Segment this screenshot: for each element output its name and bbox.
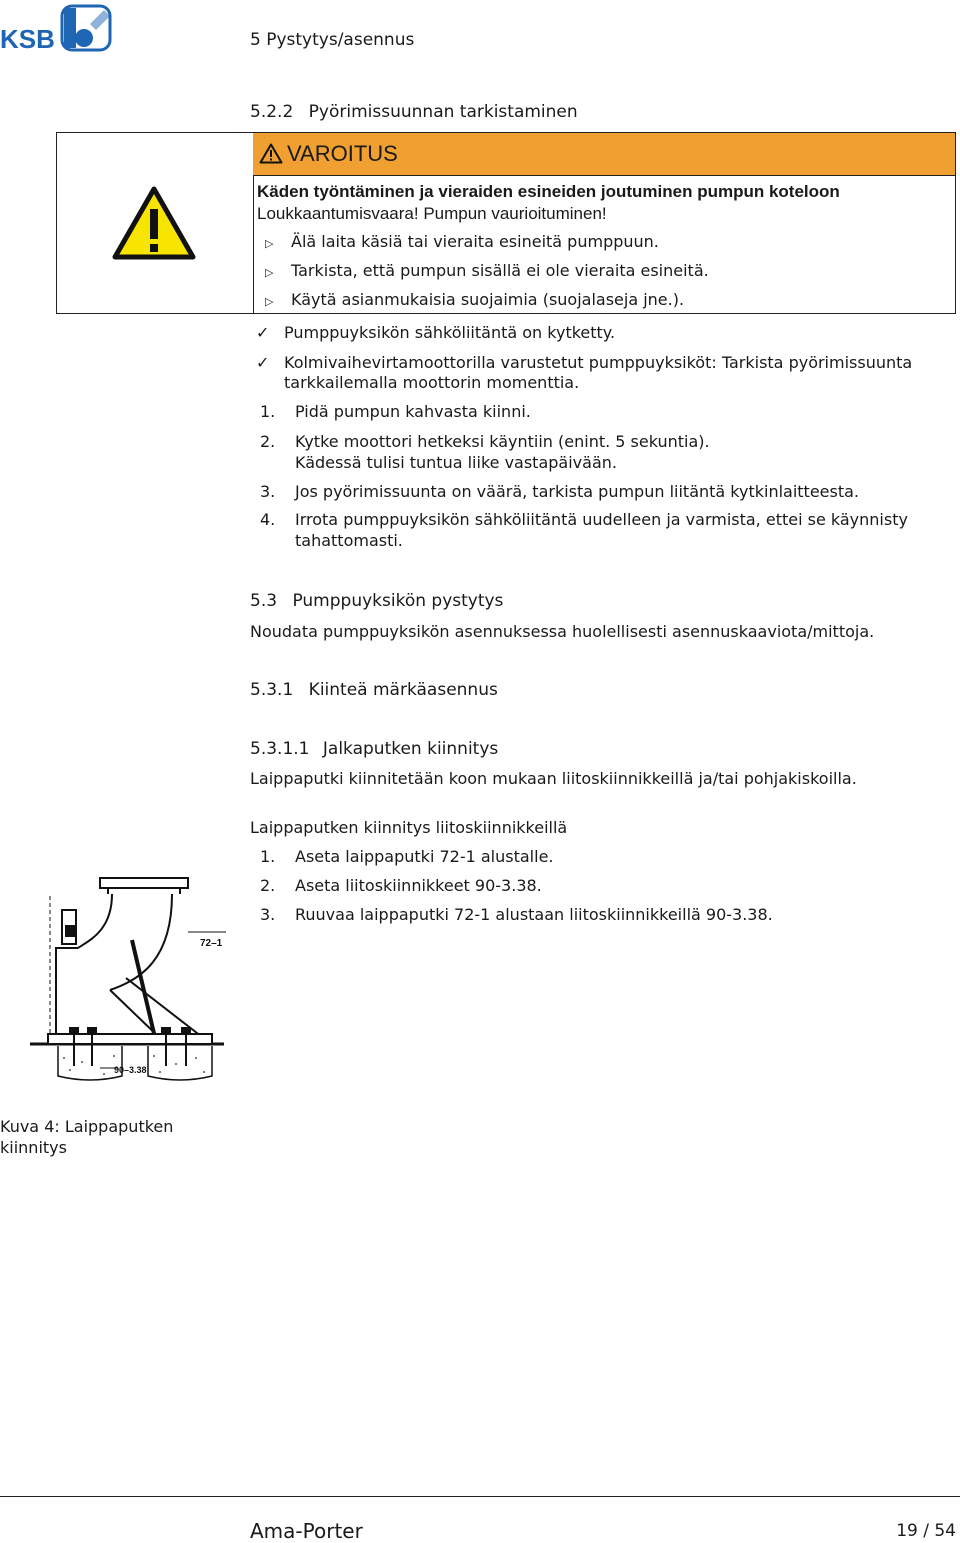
section-531-heading [250,680,498,700]
figure-caption-line2: kiinnitys [0,1138,67,1157]
warning-action [265,232,659,251]
step-number: 3. [260,905,276,924]
step-text: Aseta laippaputki 72-1 alustalle. [295,847,554,866]
section-5311-number: 5.3.1.1 [250,739,310,759]
step-text-cont: tahattomasti. [295,531,403,550]
prerequisite-text: Pumppuyksikön sähköliitäntä on kytketty. [284,323,616,342]
warning-consequence: Loukkaantumisvaara! Pumpun vaurioituminen! [257,204,607,223]
checkmark-icon: ✓ [256,323,270,342]
step-number: 4. [260,510,276,529]
checkmark-icon: ✓ [256,353,270,372]
figure-caption [0,1117,173,1136]
warning-action-text: Tarkista, että pumpun sisällä ei ole vieraita esineitä. [291,261,709,280]
section-53-heading [250,591,503,611]
warning-small-icon [259,143,283,164]
warning-signal-word: VAROITUS [287,141,398,166]
step-number: 1. [260,402,276,421]
triangle-bullet-icon: ▷ [265,266,274,279]
section-522-heading [250,102,578,122]
step-number: 1. [260,847,276,866]
prerequisite-text-cont: tarkkailemalla moottorin momenttia. [284,373,580,392]
triangle-bullet-icon: ▷ [265,237,274,250]
warning-action [265,290,684,309]
footer-divider [0,1496,960,1497]
section-53-text: Noudata pumppuyksikön asennuksessa huolellisesti asennuskaaviota/mittoja. [250,622,875,641]
step-number: 3. [260,482,276,501]
step-text: Irrota pumppuyksikön sähköliitäntä uudelleen ja varmista, ettei se käynnisty [295,510,908,529]
warning-action [265,261,709,280]
section-5311-text: Laippaputki kiinnitetään koon mukaan liitoskiinnikkeillä ja/tai pohjakiskoilla. [250,769,857,788]
prerequisite-text: Kolmivaihevirtamoottorilla varustetut pumppuyksiköt: Tarkista pyörimissuunta [284,353,913,372]
section-5311-heading [250,739,498,759]
section-522-number: 5.2.2 [250,102,294,122]
section-53-number: 5.3 [250,591,278,611]
figure-caption-label: Kuva 4: [0,1117,60,1136]
step-number: 2. [260,876,276,895]
subsection-title: Laippaputken kiinnitys liitoskiinnikkeillä [250,818,568,837]
section-531-title: Kiinteä märkäasennus [308,680,498,700]
warning-box [56,132,956,314]
section-5311-title: Jalkaputken kiinnitys [322,739,499,759]
warning-symbol-panel [57,133,254,313]
figure-label-pipe: 72–1 [200,938,223,949]
warning-action-text: Käytä asianmukaisia suojaimia (suojalaseja jne.). [291,290,685,309]
step-text: Pidä pumpun kahvasta kiinni. [295,402,531,421]
step-text: Ruuvaa laippaputki 72-1 alustaan liitoskiinnikkeillä 90-3.38. [295,905,773,924]
step-text-cont: Kädessä tulisi tuntua liike vastapäivään. [295,453,617,472]
warning-triangle-icon [111,185,197,261]
section-531-number: 5.3.1 [250,680,294,700]
flange-pipe-drawing [30,870,230,1090]
warning-header [253,133,955,176]
warning-heading: Käden työntäminen ja vieraiden esineiden joutuminen pumpun koteloon [257,182,840,201]
ksb-logo-text: KSB [0,24,55,54]
step-text: Aseta liitoskiinnikkeet 90-3.38. [295,876,542,895]
section-53-title: Pumppuyksikön pystytys [292,591,504,611]
step-number: 2. [260,432,276,451]
section-522-title: Pyörimissuunnan tarkistaminen [308,102,578,122]
footer-product: Ama-Porter [250,1519,363,1543]
figure-caption-line1: Laippaputken [64,1117,174,1136]
header-section-title: 5 Pystytys/asennus [250,30,415,50]
ksb-logo [0,2,116,54]
figure-label-clamp: 90–3.38 [114,1065,147,1075]
footer-page-number: 19 / 54 [896,1521,956,1541]
warning-action-text: Älä laita käsiä tai vieraita esineitä pumppuun. [291,232,659,251]
step-text: Jos pyörimissuunta on väärä, tarkista pumpun liitäntä kytkinlaitteesta. [295,482,860,501]
step-text: Kytke moottori hetkeksi käyntiin (enint. 5 sekuntia). [295,432,710,451]
triangle-bullet-icon: ▷ [265,295,274,308]
